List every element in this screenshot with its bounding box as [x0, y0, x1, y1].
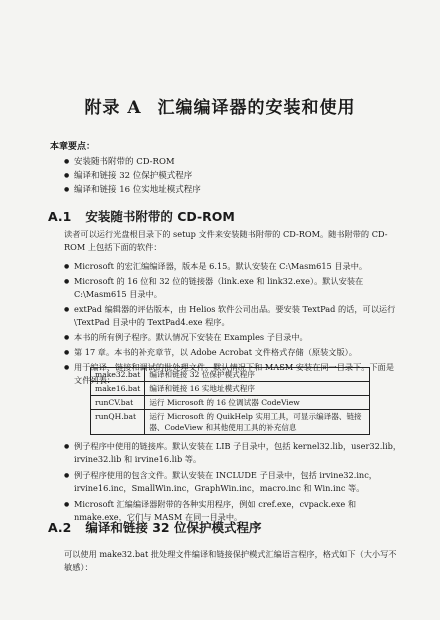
section-number: A.2: [48, 520, 72, 535]
software-item: ● extPad 编辑器的评估版本，由 Helios 软件公司出品。要安装 TextPad 的话，可以运行\TextPad 目录中的 TextPad4.exe 程序。: [64, 303, 402, 329]
table-row: [91, 410, 370, 435]
key-point-item: ● 编译和链接 32 位保护模式程序: [64, 169, 201, 183]
file-desc-cell: 运行 Microsoft 的 16 位调试器 CodeView: [145, 396, 370, 410]
library-item: ● Microsoft 汇编编译器附带的各种实用程序，例如 cref.exe，cvpack.exe 和 nmake.exe，它们与 MASM 在同一目录中。: [64, 498, 402, 524]
appendix-title: [0, 93, 440, 118]
file-name-cell: make32.bat: [91, 368, 145, 382]
batch-file-table: [90, 367, 370, 435]
appendix-label: 附录 A: [84, 98, 142, 118]
appendix-title-text: 汇编编译器的安装和使用: [157, 98, 356, 118]
software-item: ● 第 17 章。本书的补充章节，以 Adobe Acrobat 文件格式存储（原装文版）。: [64, 346, 402, 359]
section-heading-a1: [48, 207, 235, 225]
key-point-item: ● 编译和链接 16 位实地址模式程序: [64, 183, 201, 197]
table-row: [91, 382, 370, 396]
section2-text: 可以使用 make32.bat 批处理文件编译和链接保护模式汇编语言程序，格式如下（大小写不敏感）：: [64, 549, 397, 572]
key-point-item: ● 安装随书附带的 CD-ROM: [64, 155, 201, 169]
software-item: ● 本书的所有例子程序。默认情况下安装在 Examples 子目录中。: [64, 331, 402, 344]
table-row: [91, 368, 370, 382]
section-title: 安装随书附带的 CD-ROM: [85, 209, 235, 224]
library-list: [64, 440, 402, 527]
file-name-cell: make16.bat: [91, 382, 145, 396]
software-item: ● Microsoft 的 16 位和 32 位的链接器（link.exe 和 link32.exe）。默认安装在 C:\Masm615 目录中。: [64, 275, 402, 301]
library-item: ● 例子程序中使用的链接库。默认安装在 LIB 子目录中，包括 kernel32.lib，user32.lib，irvine32.lib 和 irvine16.lib 等。: [64, 440, 402, 466]
key-points-list: [64, 155, 201, 197]
software-item: ● Microsoft 的宏汇编编译器，版本是 6.15。默认安装在 C:\Masm615 目录中。: [64, 260, 402, 273]
key-points-heading: 本章要点：: [50, 142, 96, 152]
software-item: ● 用于编译、链接和调试的批处理文件。默认情况下和 MASM 安装在同一目录下。下面是文件列表：: [64, 361, 402, 387]
file-desc-cell: 运行 Microsoft 的 QuikHelp 实用工具，可显示编译器、链接器、CodeView 和其他使用工具的补充信息: [145, 410, 370, 435]
file-name-cell: runQH.bat: [91, 410, 145, 435]
section-number: A.1: [48, 209, 72, 224]
file-name-cell: runCV.bat: [91, 396, 145, 410]
library-item: ● 例子程序使用的包含文件。默认安装在 INCLUDE 子目录中，包括 irvine32.inc，irvine16.inc，SmallWin.inc，GraphWin.inc，macro.inc 和 Win.inc 等。: [64, 469, 402, 495]
table-row: [91, 396, 370, 410]
file-desc-cell: 编译和链接 16 实地址模式程序: [145, 382, 370, 396]
section-intro: 读者可以运行光盘根目录下的 setup 文件来安装随书附带的 CD-ROM。随书附带的 CD-ROM 上包括下面的软件：: [64, 229, 388, 252]
section-heading-a2: [48, 518, 261, 536]
file-desc-cell: 编译和链接 32 位保护模式程序: [145, 368, 370, 382]
section-title: 编译和链接 32 位保护模式程序: [85, 520, 262, 535]
